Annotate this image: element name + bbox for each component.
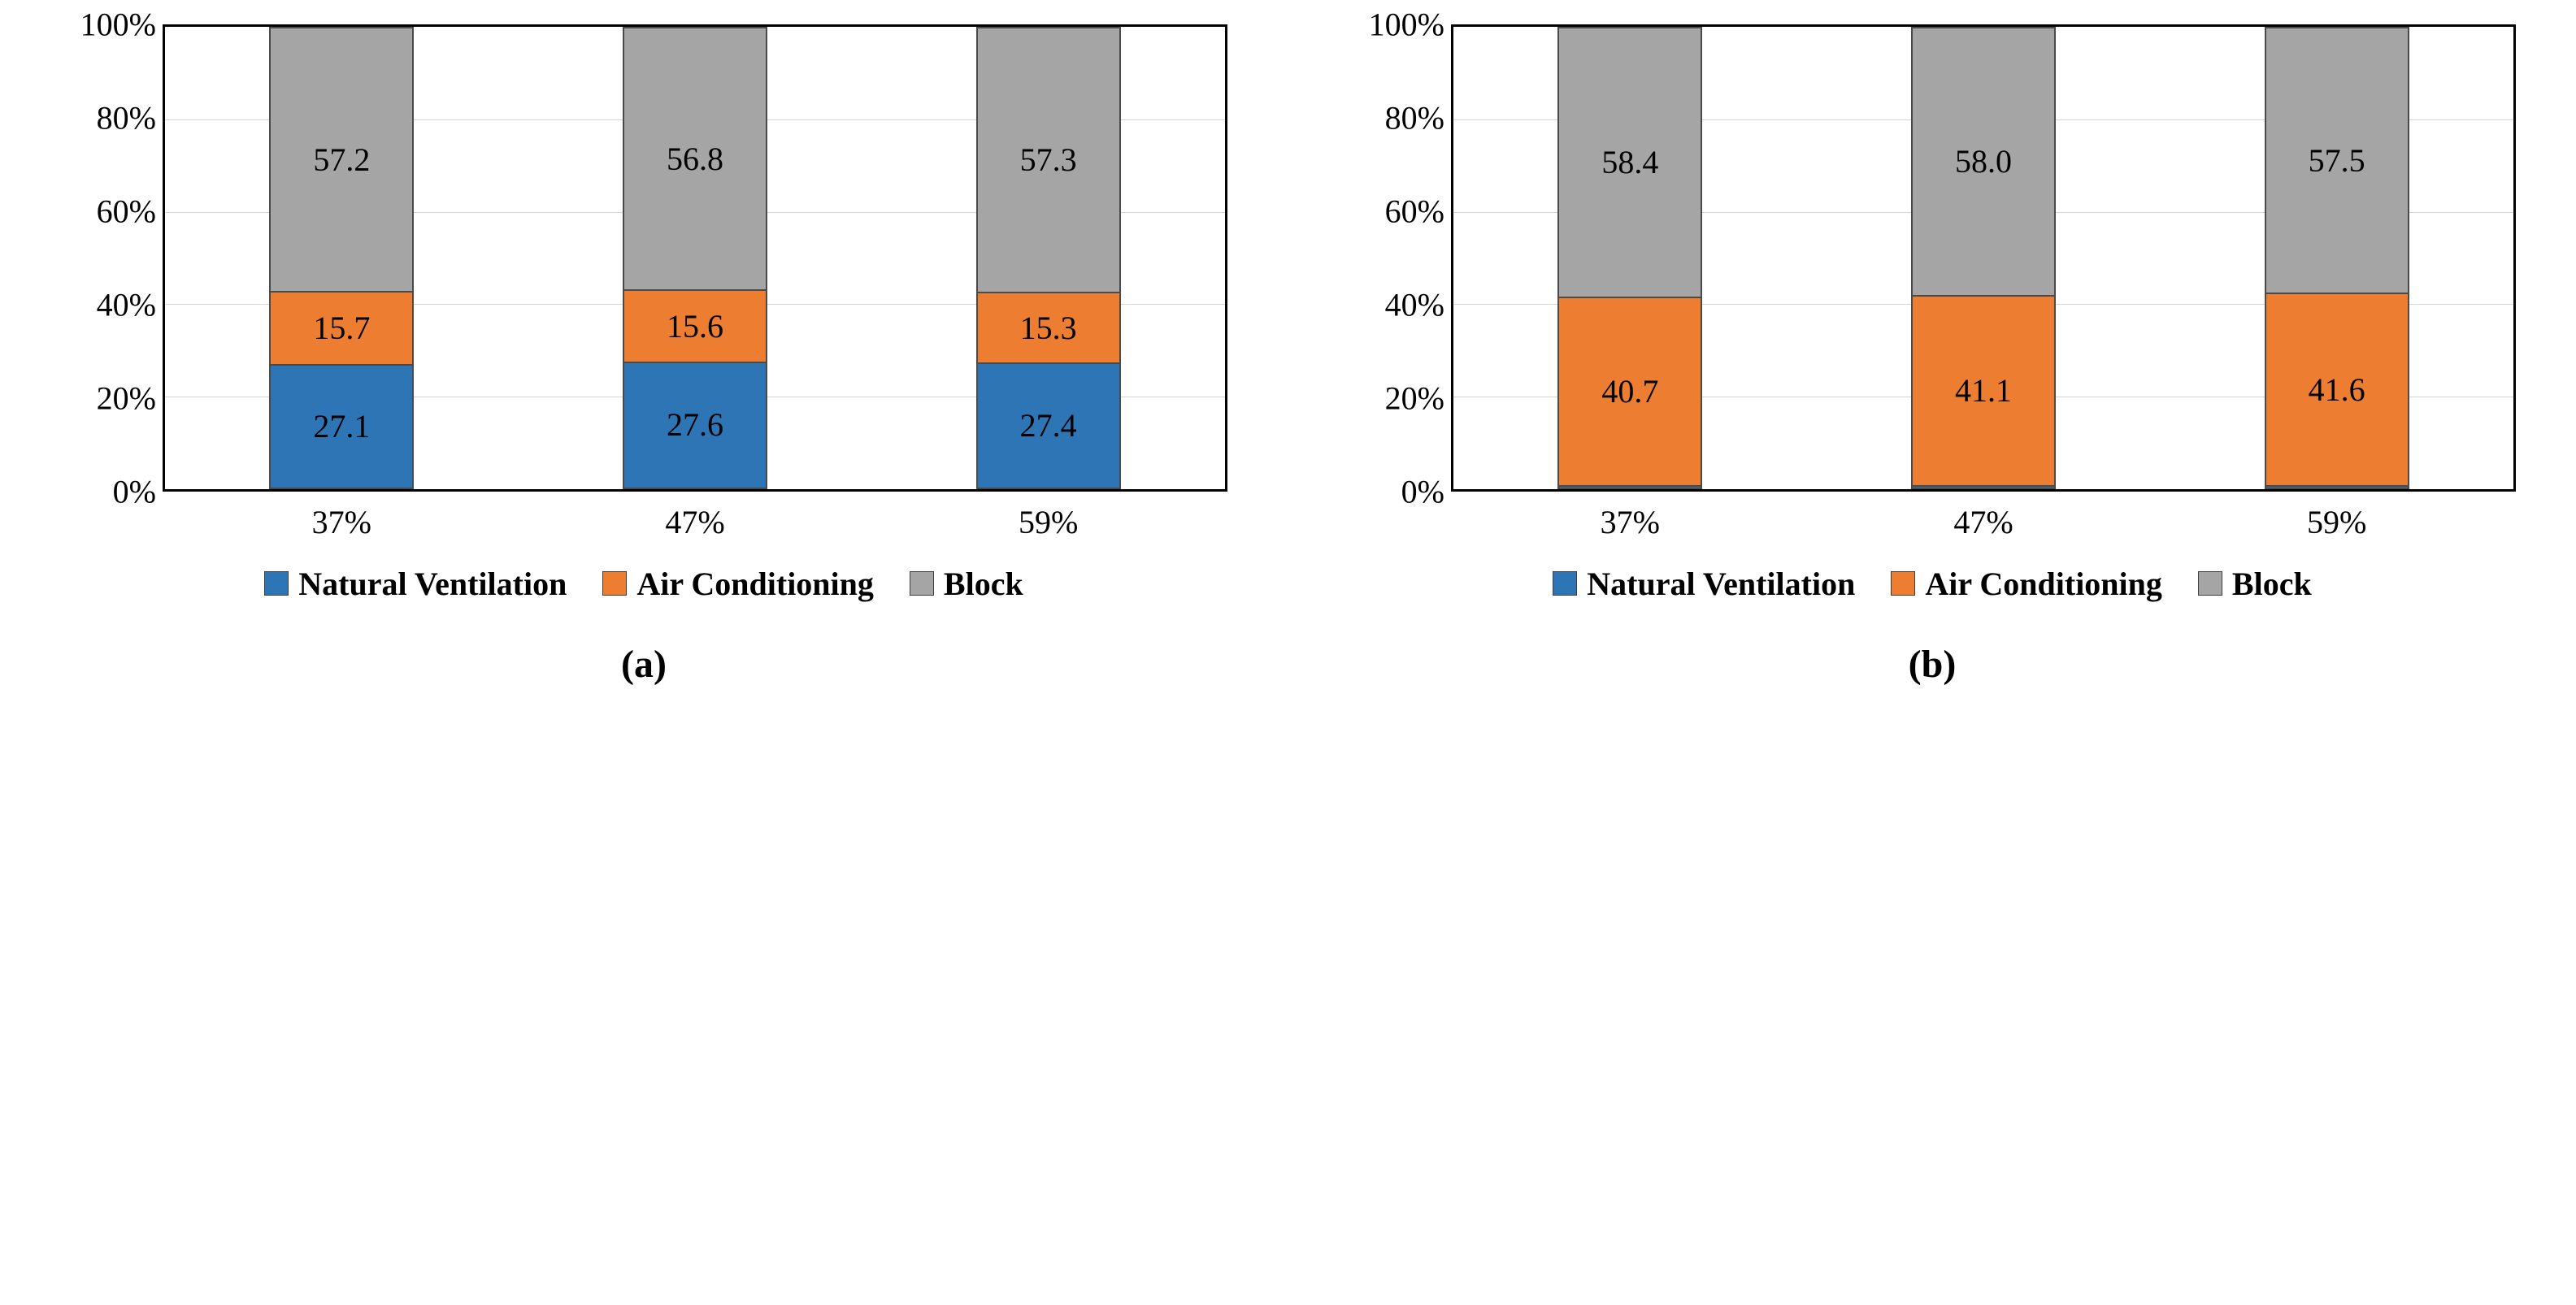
legend-item-air-conditioning[interactable] <box>602 565 874 603</box>
bar-segment-block[interactable] <box>1911 27 2056 295</box>
legend-item-block[interactable] <box>910 565 1023 603</box>
y-tick-label: 0% <box>112 473 156 510</box>
legend-a <box>0 559 1288 608</box>
legend-item-natural-ventilation[interactable] <box>1553 565 1855 603</box>
legend-label: Block <box>2231 565 2312 602</box>
bar-column[interactable] <box>623 27 767 489</box>
x-tick-label: 47% <box>665 503 725 540</box>
legend-label: Natural Ventilation <box>1587 565 1856 602</box>
bar-segment-block[interactable] <box>976 27 1121 292</box>
bar-segment-air-conditioning[interactable] <box>269 291 414 363</box>
y-tick-label: 40% <box>1384 286 1444 323</box>
bar-value-label: 41.6 <box>2308 371 2365 408</box>
bar-segment-natural-ventilation[interactable] <box>1557 485 1702 489</box>
legend-item-natural-ventilation[interactable] <box>264 565 567 603</box>
bar-value-label: 15.3 <box>1019 309 1077 346</box>
panel-caption-b: (b) <box>1908 643 1957 686</box>
bar-column[interactable] <box>269 27 414 489</box>
bar-segment-natural-ventilation[interactable] <box>1911 485 2056 489</box>
legend-swatch-icon <box>264 571 289 596</box>
bar-column[interactable] <box>976 27 1121 489</box>
bar-segment-block[interactable] <box>2265 27 2409 293</box>
bar-segment-natural-ventilation[interactable] <box>976 362 1121 489</box>
bar-segment-block[interactable] <box>623 27 767 289</box>
x-axis-labels-a <box>165 497 1225 546</box>
bar-segment-block[interactable] <box>1557 27 1702 297</box>
bar-value-label: 57.3 <box>1019 141 1077 179</box>
bar-value-label: 15.7 <box>313 310 371 347</box>
bar-segment-air-conditioning[interactable] <box>2265 293 2409 485</box>
bar-segment-air-conditioning[interactable] <box>976 292 1121 362</box>
x-tick-label: 59% <box>2306 503 2367 540</box>
bar-segment-air-conditioning[interactable] <box>1911 295 2056 485</box>
y-tick-label: 80% <box>1384 99 1444 137</box>
y-tick-label: 100% <box>80 6 156 43</box>
bar-segment-block[interactable] <box>269 27 414 291</box>
legend-swatch-icon <box>602 571 627 596</box>
y-tick-label: 80% <box>96 99 156 137</box>
legend-swatch-icon <box>910 571 934 596</box>
bar-value-label: 40.7 <box>1601 373 1659 410</box>
bar-group-b <box>1453 27 2513 489</box>
legend-swatch-icon <box>1553 571 1577 596</box>
plot-area-a <box>80 6 1227 510</box>
legend-label: Natural Ventilation <box>298 565 567 602</box>
x-tick-label: 37% <box>1600 503 1660 540</box>
bar-value-label: 56.8 <box>666 140 723 177</box>
legend-b <box>1288 559 2576 608</box>
legend-swatch-icon <box>1891 571 1915 596</box>
bar-value-label: 41.1 <box>1954 371 2012 409</box>
y-tick-label: 60% <box>96 193 156 230</box>
bar-segment-natural-ventilation[interactable] <box>2265 485 2409 489</box>
bar-column[interactable] <box>2265 27 2409 489</box>
bar-segment-air-conditioning[interactable] <box>623 289 767 362</box>
panel-caption-a: (a) <box>621 643 667 686</box>
x-tick-label: 59% <box>1018 503 1079 540</box>
bar-column[interactable] <box>1557 27 1702 489</box>
legend-item-air-conditioning[interactable] <box>1891 565 2162 603</box>
y-tick-label: 100% <box>1368 6 1444 43</box>
y-tick-label: 0% <box>1401 473 1444 510</box>
x-tick-label: 47% <box>1953 503 2013 540</box>
chart-panel-b <box>1288 0 2576 1305</box>
bar-segment-air-conditioning[interactable] <box>1557 297 1702 485</box>
y-tick-label: 20% <box>1384 379 1444 417</box>
y-tick-label: 60% <box>1384 193 1444 230</box>
legend-label: Air Conditioning <box>636 565 874 602</box>
y-tick-label: 20% <box>96 379 156 417</box>
legend-label: Air Conditioning <box>1925 565 2162 602</box>
x-axis-labels-b <box>1453 497 2513 546</box>
y-tick-label: 40% <box>96 286 156 323</box>
bar-segment-natural-ventilation[interactable] <box>269 364 414 489</box>
bar-value-label: 15.6 <box>666 307 723 345</box>
bar-group-a <box>165 27 1225 489</box>
x-tick-label: 37% <box>311 503 371 540</box>
bar-value-label: 57.2 <box>313 141 371 178</box>
bar-value-label: 27.1 <box>313 407 371 444</box>
legend-label: Block <box>943 565 1023 602</box>
legend-swatch-icon <box>2198 571 2222 596</box>
plot-area-b <box>1368 6 2516 510</box>
bar-segment-natural-ventilation[interactable] <box>623 362 767 489</box>
bar-value-label: 27.6 <box>666 406 723 444</box>
bar-value-label: 57.5 <box>2308 141 2365 179</box>
bar-value-label: 27.4 <box>1019 407 1077 444</box>
bar-column[interactable] <box>1911 27 2056 489</box>
bar-value-label: 58.0 <box>1954 143 2012 180</box>
legend-item-block[interactable] <box>2198 565 2312 603</box>
bar-value-label: 58.4 <box>1601 144 1659 181</box>
